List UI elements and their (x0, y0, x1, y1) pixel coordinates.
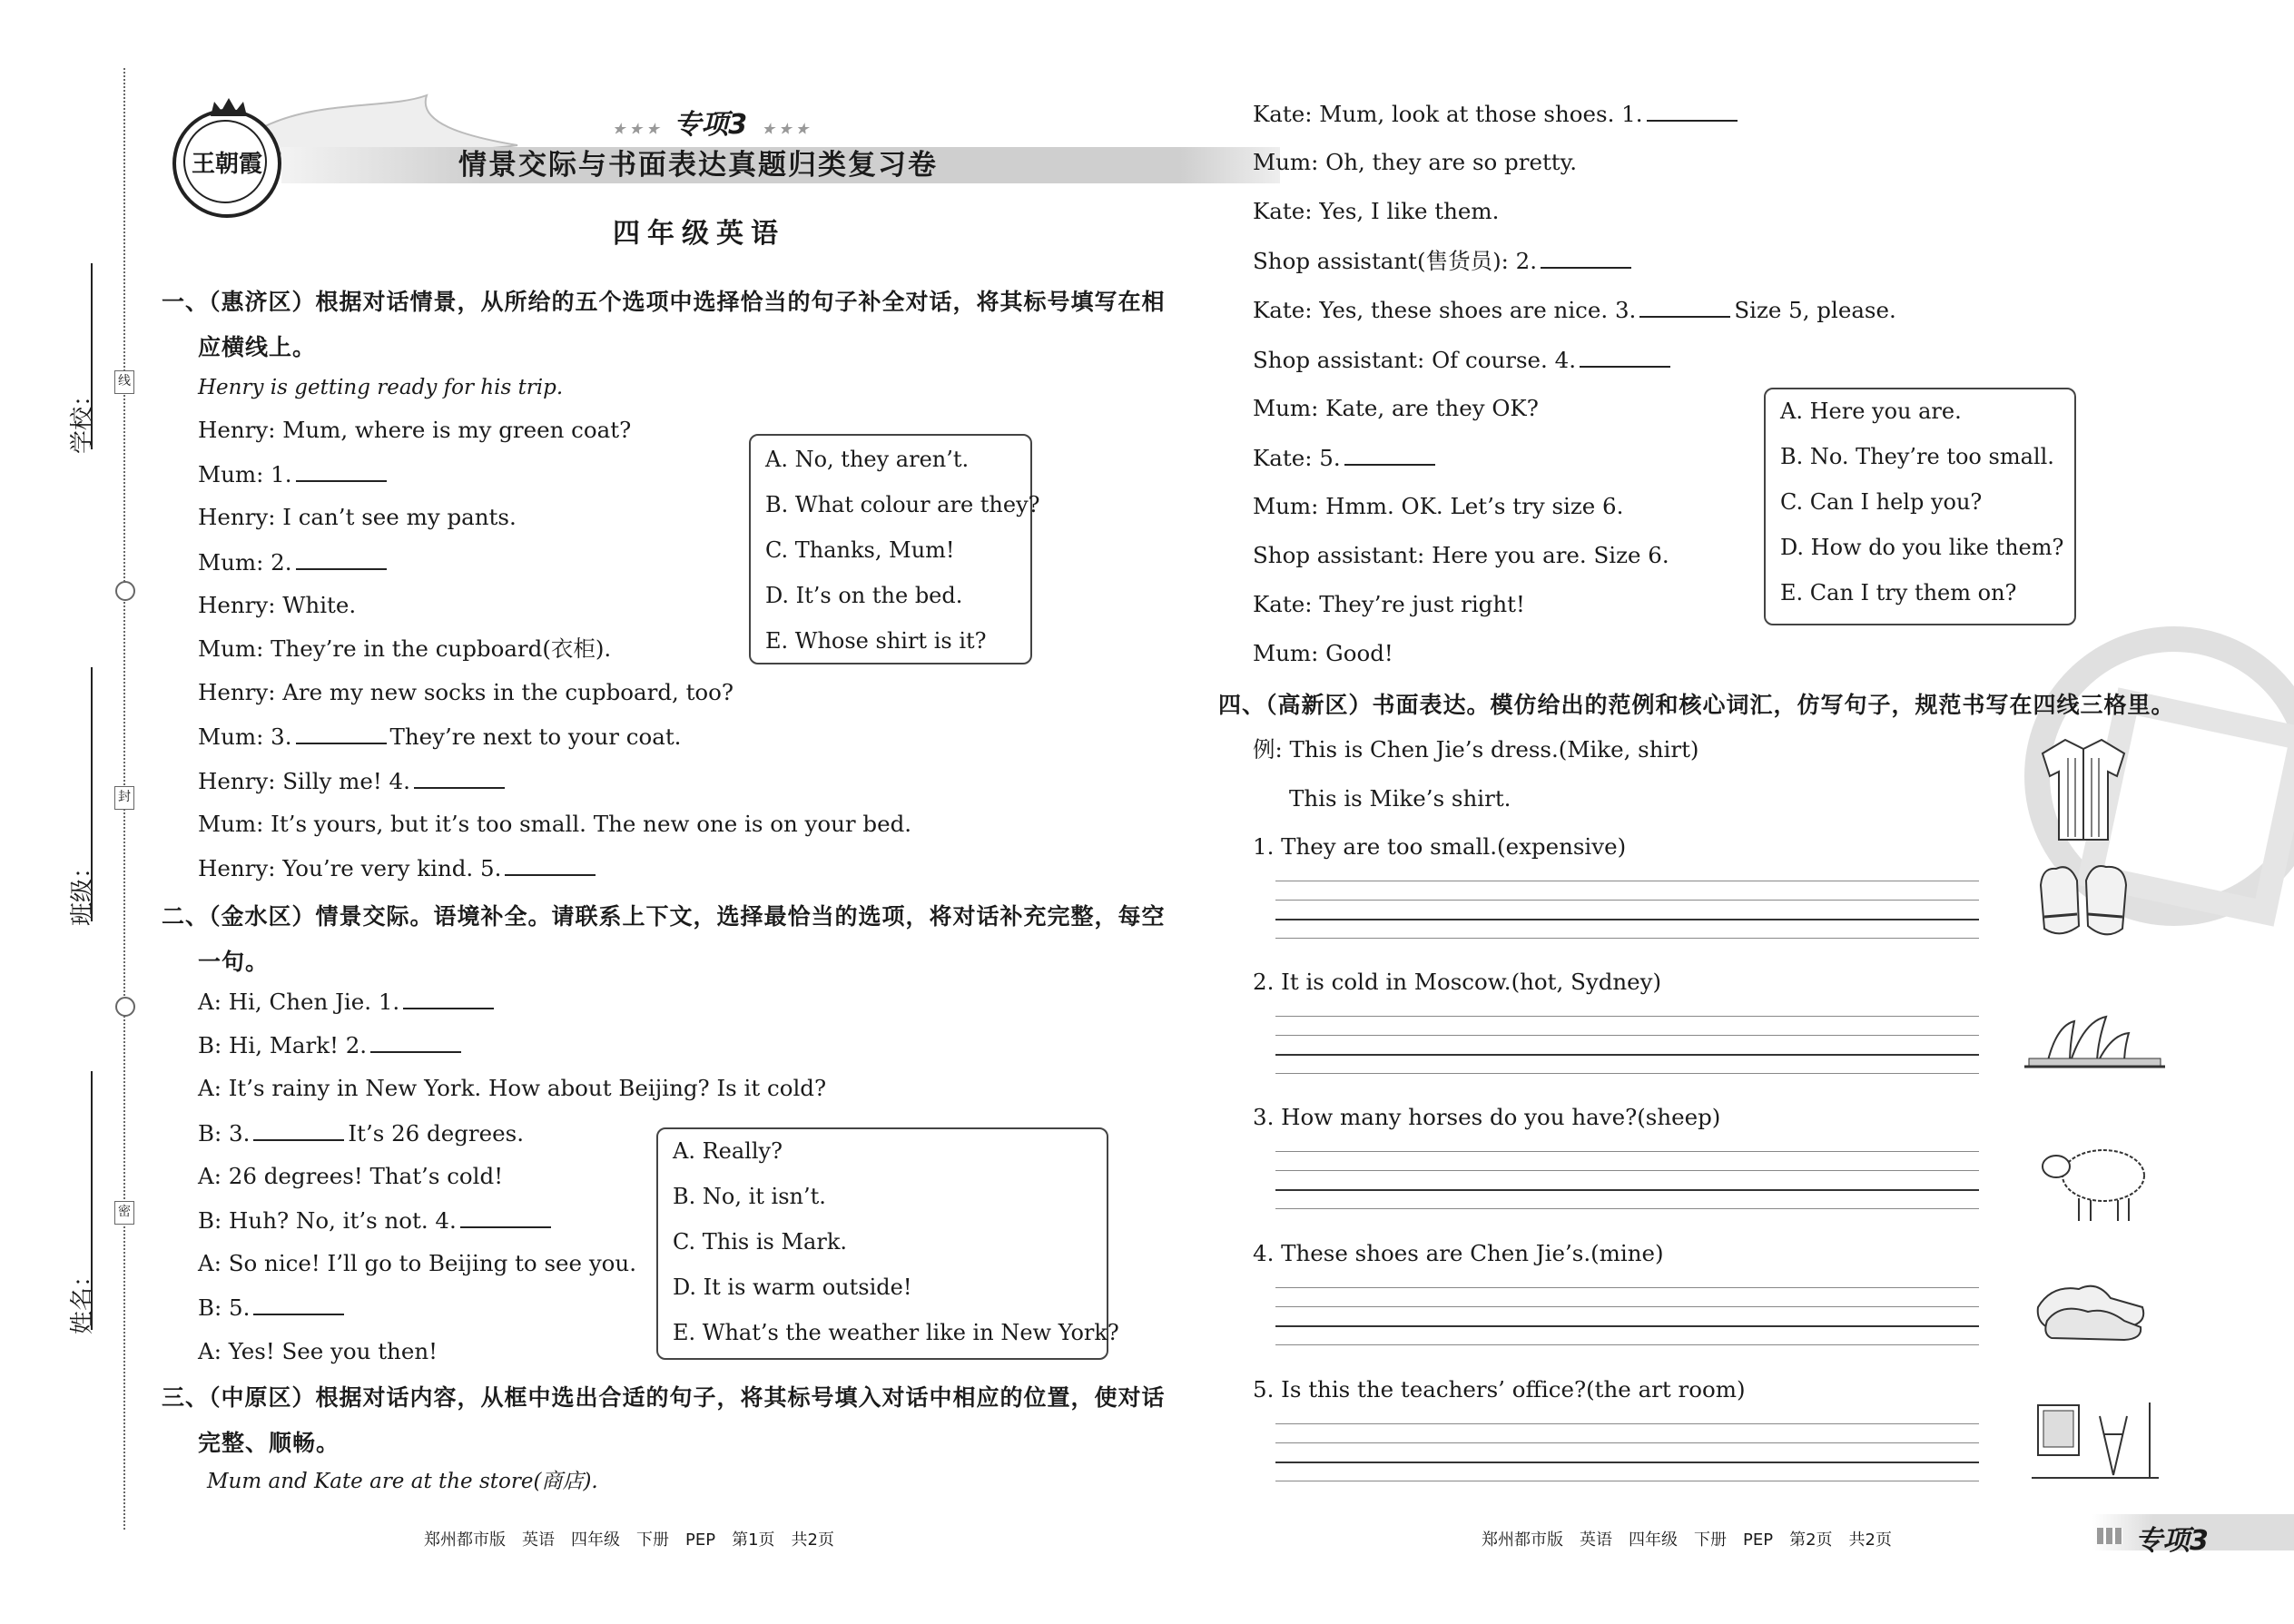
dialogue-text: Mum: It’s yours, but it’s too small. The new one is on your bed. (198, 810, 912, 837)
section3-intro: Mum and Kate are at the store(商店). (207, 1470, 598, 1493)
dialogue-line (198, 635, 611, 663)
dialogue-text: Mum: Hmm. OK. Let’s try size 6. (1253, 492, 1624, 519)
section4-heading: 四、（高新区）书面表达。模仿给出的范例和核心词汇，仿写句子，规范书写在四线三格里。 (1218, 692, 2175, 718)
grid-line (1275, 1442, 1979, 1443)
grid-line (1275, 1054, 1979, 1056)
dialogue-text: Mum: Good! (1253, 640, 1393, 667)
grid-line (1275, 1423, 1979, 1424)
logo (172, 109, 281, 218)
dialogue-text: Henry: Mum, where is my green coat? (198, 417, 632, 443)
grid-line (1275, 938, 1979, 939)
grid-line (1275, 1287, 1979, 1288)
scissor-icon (115, 581, 135, 601)
four-line-grid[interactable] (1275, 1287, 1979, 1351)
option-item: E. Whose shirt is it? (765, 628, 987, 654)
dialogue-text: A: Yes! See you then! (198, 1337, 438, 1364)
series-tag: ★ ★ ★ 专项3 ★ ★ ★ (613, 109, 809, 141)
option-item: A. No, they aren’t. (765, 447, 970, 472)
four-line-grid[interactable] (1275, 881, 1979, 944)
dialogue-line (198, 417, 631, 444)
dialogue-line (1253, 296, 1896, 324)
dialogue-text: Kate: Yes, these shoes are nice. 3. (1253, 297, 1637, 324)
class-label: 班级： (69, 854, 96, 926)
cut-mark-xian: 线 (114, 370, 134, 394)
dialogue-text: Henry: I can’t see my pants. (198, 504, 517, 531)
dialogue-line (1253, 198, 1499, 225)
dialogue-text: They’re next to your coat. (389, 723, 682, 751)
dialogue-text: A: 26 degrees! That’s cold! (198, 1162, 504, 1189)
logo-text: 王朝霞 (191, 151, 262, 178)
dialogue-line (198, 548, 390, 576)
four-line-grid[interactable] (1275, 1016, 1979, 1079)
dialogue-line (198, 460, 390, 488)
option-item: D. It’s on the bed. (765, 583, 963, 608)
grid-line (1275, 919, 1979, 920)
dialogue-line (198, 1338, 438, 1365)
option-item: D. How do you like them? (1780, 535, 2064, 560)
answer-blank[interactable] (414, 767, 505, 789)
answer-blank[interactable] (1344, 444, 1435, 466)
dialogue-line (1253, 247, 1635, 275)
footer-tag-icon (2097, 1528, 2122, 1544)
option-item: C. Thanks, Mum! (765, 537, 955, 563)
section3-heading: 三、（中原区）根据对话内容，从框中选出合适的句子，将其标号填入对话中相应的位置，使对话 (162, 1384, 1166, 1411)
option-item: B. What colour are they? (765, 492, 1040, 517)
grid-line (1275, 1170, 1979, 1171)
grid-line (1275, 1189, 1979, 1191)
footer-right: 郑州都市版 英语 四年级 下册 PEP 第2页 共2页 (1482, 1530, 1892, 1550)
shoes-icon (2033, 1271, 2151, 1343)
dialogue-text: A: So nice! I’ll go to Beijing to see you. (198, 1250, 636, 1277)
option-item: C. This is Mark. (673, 1229, 847, 1255)
answer-blank[interactable] (370, 1031, 461, 1053)
dialogue-line (198, 811, 911, 838)
dialogue-line (1253, 346, 1674, 374)
footer-tag: 专项3 (2135, 1525, 2209, 1557)
answer-blank[interactable] (505, 854, 596, 876)
grid-line (1275, 1344, 1979, 1345)
option-item: B. No. They’re too small. (1780, 444, 2054, 469)
class-field[interactable] (91, 667, 93, 921)
dialogue-line (198, 1119, 524, 1147)
dialogue-text: Mum: Oh, they are so pretty. (1253, 149, 1578, 176)
name-field[interactable] (91, 1071, 93, 1330)
dialogue-text: Mum: 1. (198, 461, 292, 488)
writing-prompt: 1. They are too small.(expensive) (1253, 833, 1627, 860)
four-line-grid[interactable] (1275, 1151, 1979, 1215)
option-item: C. Can I help you? (1780, 489, 1983, 515)
star-icon: ★ ★ ★ (613, 121, 659, 137)
dialogue-line (198, 1250, 636, 1277)
dialogue-text: Henry: You’re very kind. 5. (198, 855, 502, 881)
dialogue-text: A: It’s rainy in New York. How about Beijing? Is it cold? (198, 1075, 827, 1102)
option-item: B. No, it isn’t. (673, 1184, 826, 1209)
answer-blank[interactable] (296, 723, 387, 744)
grid-line (1275, 1208, 1979, 1209)
dialogue-text: Kate: They’re just right! (1253, 591, 1525, 617)
school-field[interactable] (91, 263, 93, 449)
section4-example: 例: This is Chen Jie’s dress.(Mike, shirt) (1253, 736, 1699, 763)
dialogue-text: B: 3. (198, 1119, 251, 1147)
dialogue-text: Mum: They’re in the cupboard(衣柜). (198, 635, 612, 662)
section1-options-box (749, 434, 1040, 664)
grid-line (1275, 1073, 1979, 1074)
dialogue-line (198, 723, 681, 751)
cut-mark-mi: 密 (114, 1201, 134, 1225)
scissor-icon (115, 997, 135, 1017)
dialogue-line (1253, 493, 1623, 520)
dialogue-line (1253, 591, 1525, 618)
option-item: E. Can I try them on? (1780, 580, 2017, 605)
grid-line (1275, 1325, 1979, 1327)
dialogue-text: Henry: Are my new socks in the cupboard, too? (198, 679, 734, 706)
option-item: E. What’s the weather like in New York? (673, 1320, 1119, 1345)
dialogue-text: Mum: 2. (198, 548, 292, 576)
dialogue-line (1253, 444, 1439, 472)
page-subtitle: 四年级英语 (613, 218, 785, 250)
gloves-icon (2033, 858, 2133, 949)
name-label: 姓名： (69, 1263, 96, 1334)
dialogue-text: Kate: Yes, I like them. (1253, 198, 1500, 225)
dialogue-line (1253, 100, 1741, 128)
dialogue-line (198, 592, 356, 619)
art-room-icon (2027, 1398, 2163, 1484)
school-label: 学校： (69, 382, 96, 454)
binding-margin (0, 0, 154, 1624)
section2-heading-cont: 一句。 (198, 949, 270, 975)
page-title: 情景交际与书面表达真题归类复习卷 (458, 149, 938, 182)
section1-intro: Henry is getting ready for his trip. (198, 376, 564, 399)
section2-options-box (656, 1127, 1119, 1360)
dialogue-text: Kate: Mum, look at those shoes. 1. (1253, 101, 1643, 127)
dialogue-text: Size 5, please. (1734, 297, 1896, 324)
option-item: A. Really? (673, 1138, 783, 1164)
four-line-grid[interactable] (1275, 1423, 1979, 1487)
option-item: D. It is warm outside! (673, 1275, 912, 1300)
dialogue-text: Mum: Kate, are they OK? (1253, 394, 1539, 421)
dialogue-line (198, 679, 733, 706)
option-item: A. Here you are. (1780, 399, 1962, 424)
section1-heading: 一、（惠济区）根据对话情景，从所给的五个选项中选择恰当的句子补全对话，将其标号填写在相 (162, 289, 1166, 315)
dialogue-text: Henry: Silly me! 4. (198, 767, 410, 794)
grid-line (1275, 1035, 1979, 1036)
writing-prompt: 3. How many horses do you have?(sheep) (1253, 1104, 1721, 1130)
answer-blank[interactable] (1647, 100, 1738, 122)
grid-line (1275, 1151, 1979, 1152)
dialogue-line (1253, 149, 1577, 176)
dialogue-text: B: Hi, Mark! 2. (198, 1032, 368, 1059)
answer-blank[interactable] (1580, 346, 1670, 368)
answer-blank[interactable] (296, 548, 387, 570)
section2-heading: 二、（金水区）情景交际。语境补全。请联系上下文，选择最恰当的选项，将对话补充完整，每空 (162, 903, 1166, 930)
grid-line (1275, 1462, 1979, 1463)
dialogue-line (1253, 640, 1393, 667)
dialogue-line (198, 1075, 826, 1102)
dialogue-text: It’s 26 degrees. (348, 1119, 524, 1147)
section3-options-box (1764, 388, 2076, 625)
dialogue-line (198, 1294, 348, 1322)
dialogue-line (198, 767, 508, 795)
dialogue-line (1253, 395, 1539, 422)
header (154, 91, 1162, 254)
dialogue-line (198, 504, 517, 531)
answer-blank[interactable] (1541, 247, 1631, 269)
dialogue-text: B: Huh? No, it’s not. 4. (198, 1207, 457, 1234)
opera-house-icon (2020, 1008, 2170, 1076)
dialogue-text: Henry: White. (198, 591, 357, 618)
section4-example-answer: This is Mike’s shirt. (1289, 785, 1511, 812)
sheep-icon (2038, 1135, 2151, 1225)
dialogue-text: Shop assistant: Of course. 4. (1253, 346, 1576, 373)
dialogue-text: Mum: 3. (198, 723, 292, 751)
shirt-icon (2033, 735, 2133, 844)
star-icon: ★ ★ ★ (762, 121, 809, 137)
dialogue-line (198, 854, 599, 882)
dialogue-text: A: Hi, Chen Jie. 1. (198, 989, 400, 1015)
answer-blank[interactable] (253, 1119, 344, 1141)
dialogue-text: Shop assistant(售货员): 2. (1253, 248, 1538, 275)
section1-heading-cont: 应横线上。 (198, 334, 317, 360)
answer-blank[interactable] (253, 1294, 344, 1315)
dialogue-line (1253, 542, 1669, 569)
dialogue-line (198, 1163, 503, 1190)
grid-line (1275, 1016, 1979, 1017)
dialogue-line (198, 988, 497, 1016)
dialogue-line (198, 1206, 555, 1235)
writing-prompt: 5. Is this the teachers’ office?(the art room) (1253, 1376, 1746, 1403)
dialogue-text: B: 5. (198, 1294, 251, 1322)
writing-prompt: 4. These shoes are Chen Jie’s.(mine) (1253, 1240, 1664, 1266)
dialogue-text: Shop assistant: Here you are. Size 6. (1253, 541, 1669, 568)
cut-mark-feng: 封 (114, 786, 134, 810)
section3-heading-cont: 完整、顺畅。 (198, 1430, 340, 1456)
answer-blank[interactable] (403, 988, 494, 1009)
answer-blank[interactable] (296, 460, 387, 482)
grid-line (1275, 1306, 1979, 1307)
dialogue-text: Kate: 5. (1253, 444, 1341, 471)
answer-blank[interactable] (1639, 296, 1730, 318)
footer-left: 郑州都市版 英语 四年级 下册 PEP 第1页 共2页 (424, 1530, 834, 1550)
grid-line (1275, 900, 1979, 901)
answer-blank[interactable] (460, 1206, 551, 1228)
dialogue-line (198, 1031, 465, 1059)
writing-prompt: 2. It is cold in Moscow.(hot, Sydney) (1253, 969, 1662, 995)
